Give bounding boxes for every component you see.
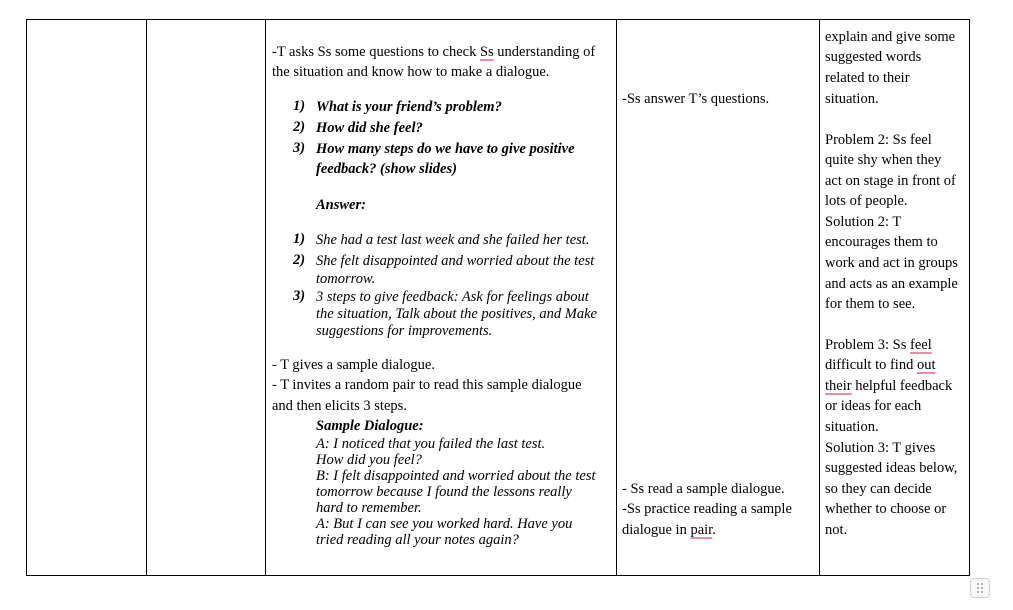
- answer-3-line-2: the situation, Talk about the positives, and Make: [316, 306, 597, 322]
- question-number: 2): [293, 119, 306, 135]
- question-2: How did she feel?: [316, 120, 423, 136]
- step-line-1: - T gives a sample dialogue.: [272, 357, 435, 373]
- sol-line: encourages them to: [825, 234, 938, 250]
- sol-line: lots of people.: [825, 193, 908, 209]
- answer-3-line-1: 3 steps to give feedback: Ask for feelings about: [316, 289, 589, 305]
- answer-2-line-2: tomorrow.: [316, 271, 376, 287]
- column-divider: [616, 20, 617, 575]
- sol-line: so they can decide: [825, 481, 932, 497]
- sample-dialogue-label: Sample Dialogue:: [316, 418, 424, 434]
- sol-line: related to their: [825, 70, 910, 86]
- ss-practice-line-2: dialogue in pair.: [622, 522, 716, 538]
- answer-2-line-1: She felt disappointed and worried about the test: [316, 253, 595, 269]
- ss-practice-line-1: -Ss practice reading a sample: [622, 501, 792, 517]
- sol-line: for them to see.: [825, 296, 916, 312]
- step-line-3: and then elicits 3 steps.: [272, 398, 407, 414]
- table-drag-handle-icon[interactable]: [970, 578, 990, 598]
- column-divider: [265, 20, 266, 575]
- sol-line: work and act in groups: [825, 255, 958, 271]
- sol-line: their helpful feedback: [825, 378, 953, 394]
- sol-line: suggested words: [825, 49, 922, 65]
- intro-line-1: -T asks Ss some questions to check Ss understanding of: [272, 44, 596, 60]
- ss-answer-line: -Ss answer T’s questions.: [622, 91, 770, 107]
- sol-line: not.: [825, 522, 848, 538]
- step-line-2: - T invites a random pair to read this sample dialogue: [272, 377, 582, 393]
- question-number: 3): [293, 140, 306, 156]
- answer-number: 3): [293, 288, 306, 304]
- dialogue-line: A: I noticed that you failed the last test.: [316, 436, 546, 452]
- solution-2-line: Solution 2: T: [825, 214, 902, 230]
- intro-line-2: the situation and know how to make a dialogue.: [272, 64, 550, 80]
- sol-line: suggested ideas below,: [825, 460, 958, 476]
- column-divider: [146, 20, 147, 575]
- answer-3-line-3: suggestions for improvements.: [316, 323, 493, 339]
- answer-1: She had a test last week and she failed her test.: [316, 232, 590, 248]
- solution-3-line: Solution 3: T gives: [825, 440, 936, 456]
- question-1: What is your friend’s problem?: [316, 99, 502, 115]
- answer-number: 1): [293, 231, 306, 247]
- question-number: 1): [293, 98, 306, 114]
- sol-line: whether to choose or: [825, 501, 947, 517]
- dialogue-line: tried reading all your notes again?: [316, 532, 519, 548]
- dialogue-line: A: But I can see you worked hard. Have you: [316, 516, 573, 532]
- sol-line: explain and give some: [825, 29, 956, 45]
- column-divider: [819, 20, 820, 575]
- dialogue-line: tomorrow because I found the lessons really: [316, 484, 572, 500]
- problem-3-line: Problem 3: Ss feel: [825, 337, 932, 353]
- answer-label: Answer:: [316, 197, 366, 213]
- sol-line: quite shy when they: [825, 152, 942, 168]
- ss-read-line: - Ss read a sample dialogue.: [622, 481, 785, 497]
- sol-line: situation.: [825, 419, 879, 435]
- sol-line: or ideas for each: [825, 398, 922, 414]
- question-3: How many steps do we have to give positive: [316, 141, 575, 157]
- sol-line: situation.: [825, 91, 879, 107]
- dialogue-line: How did you feel?: [316, 452, 422, 468]
- dialogue-line: hard to remember.: [316, 500, 422, 516]
- sol-line: and acts as an example: [825, 276, 958, 292]
- question-3-cont: feedback? (show slides): [316, 161, 457, 177]
- sol-line: act on stage in front of: [825, 173, 956, 189]
- sol-line: difficult to find out: [825, 357, 936, 373]
- problem-2-line: Problem 2: Ss feel: [825, 132, 932, 148]
- dialogue-line: B: I felt disappointed and worried about the test: [316, 468, 596, 484]
- answer-number: 2): [293, 252, 306, 268]
